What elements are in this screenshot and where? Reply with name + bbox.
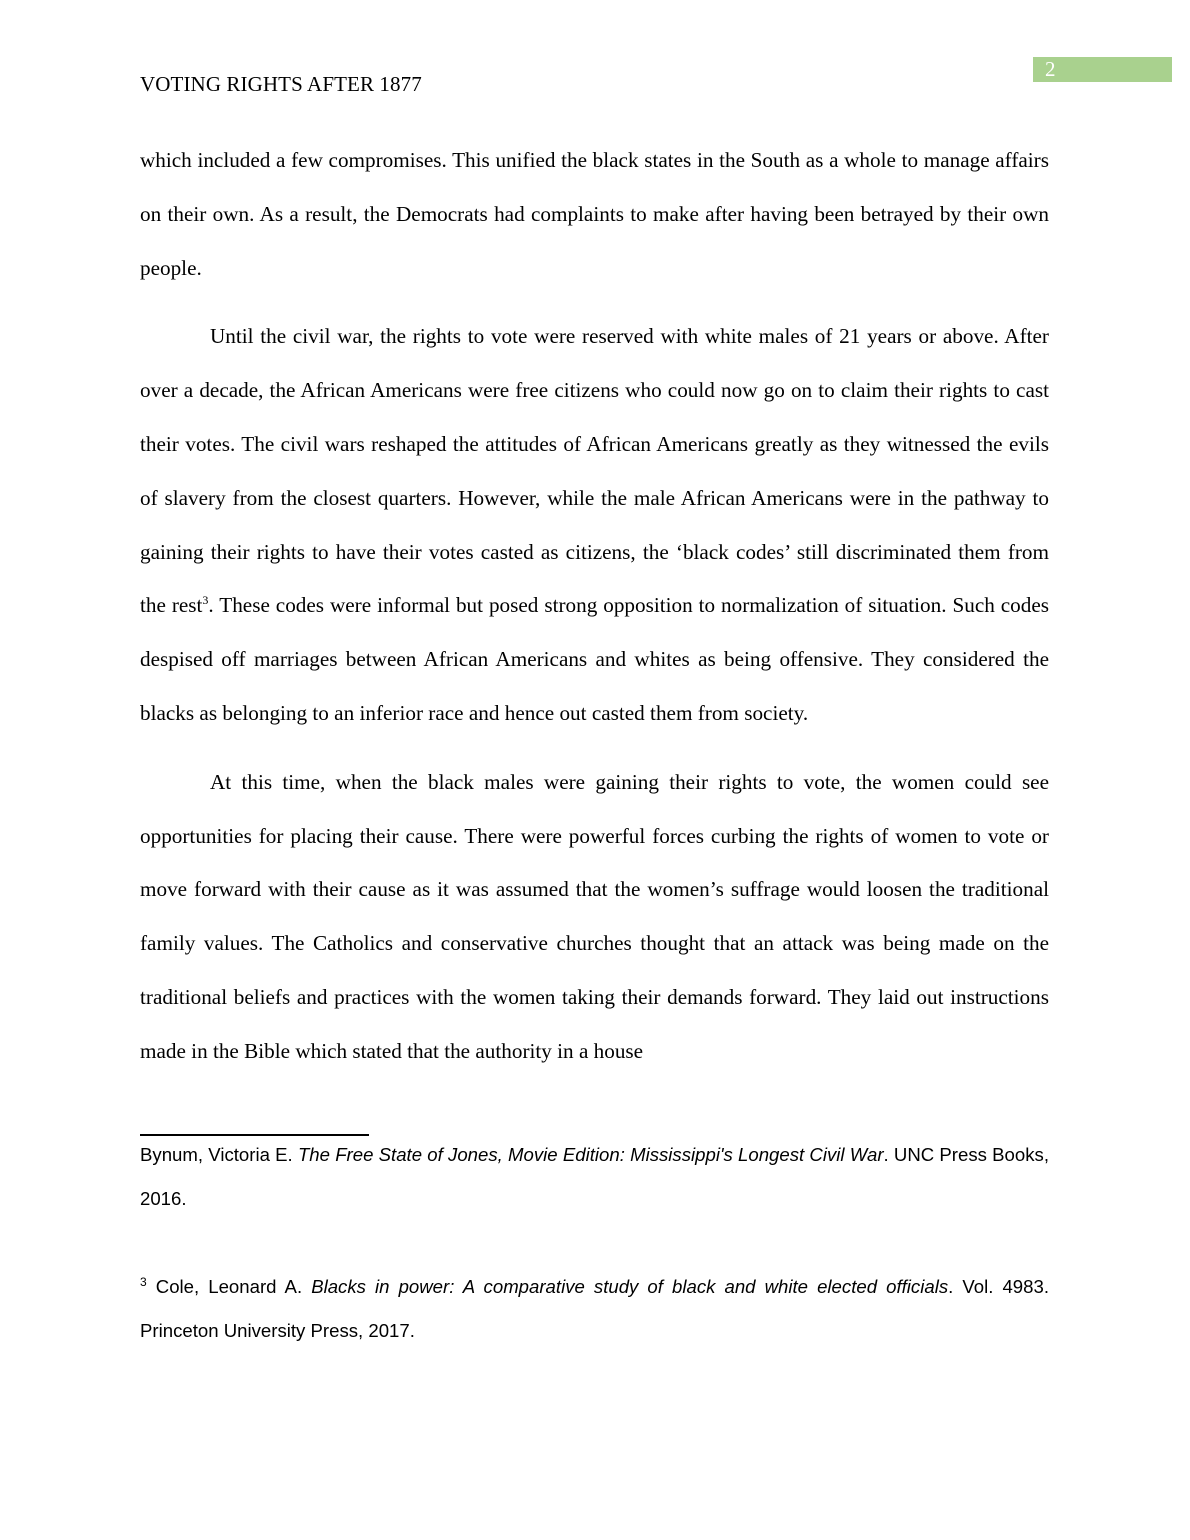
paragraph-2-text: Until the civil war, the rights to vote were reserved with white males of 21 years or above. After over a decade, the African Americans were free citizens who could now go on to claim their rights to cast their votes. The civil wars reshaped the attitudes of African Americans greatly as they witnessed the evils of slavery from the closest quarters. However, while the male African Americans were in the pathway to gaining their rights to have their votes casted as citizens, the ‘black codes’ still discriminated them from the rest [140,324,1049,618]
footnote-1 [140,1133,1049,1221]
page-number: 2 [1045,57,1056,81]
footnote-1-author: Bynum, Victoria E. [140,1144,298,1165]
footnote-2-author: Cole, Leonard A. [146,1276,312,1297]
document-body [140,134,1049,1094]
paragraph-3-text: At this time, when the black males were gaining their rights to vote, the women could see opportunities for placing their cause. There were powerful forces curbing the rights of women to vote or move forward with their cause as it was assumed that the women’s suffrage would loosen the traditional family values. The Catholics and conservative churches thought that an attack was being made on the traditional beliefs and practices with the women taking their demands forward. They laid out instructions made in the Bible which stated that the authority in a house [140,769,1049,1063]
footnote-2-mark: 3 [140,1274,147,1289]
footnote-1-rest: . UNC Press Books, 2016. [140,1144,1050,1209]
paragraph-2-text-after: . These codes were informal but posed strong opposition to normalization of situation. Such codes despised off marriages between African Americans and whites as being offensive. They considered the blacks as belonging to an inferior race and hence out casted them from society. [140,593,1049,725]
paragraph-3 [140,756,1049,1079]
paragraph-1-text: which included a few compromises. This unified the black states in the South as a whole to manage affairs on their own. As a result, the Democrats had complaints to make after having been betrayed by their own people. [140,148,1049,280]
footnote-1-title: The Free State of Jones, Movie Edition: Mississippi's Longest Civil War [297,1144,884,1165]
footnote-2 [140,1265,1049,1353]
running-head: VOTING RIGHTS AFTER 1877 [140,72,422,96]
paragraph-1 [140,134,1049,295]
page-number-badge [1033,57,1172,82]
footnotes [140,1133,1049,1397]
paragraph-2 [140,310,1049,740]
footnote-reference[interactable]: 3 [202,593,209,608]
footnote-2-rest: . Vol. 4983. Princeton University Press, 2017. [140,1276,1049,1341]
footnote-2-title: Blacks in power: A comparative study of black and white elected officials [311,1276,949,1297]
